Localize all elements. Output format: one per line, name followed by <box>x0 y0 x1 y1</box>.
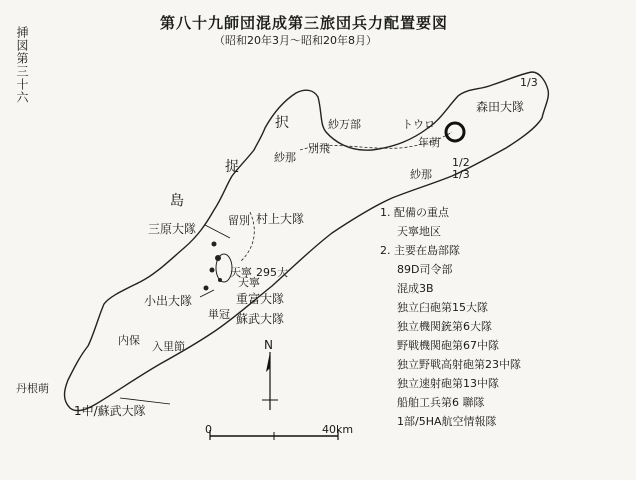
region-char-3: 島 <box>170 193 184 209</box>
region-char-2: 捉 <box>225 159 239 175</box>
place-kaitai: 丹根萌 <box>16 382 49 395</box>
hill-marks <box>204 242 223 291</box>
legend-item-1: 1. 配備の重点 <box>380 206 449 219</box>
legend-entry: 1部/5HA航空情報隊 <box>397 415 497 428</box>
legend-item-2: 2. 主要在島部隊 <box>380 244 460 257</box>
legend-entry: 船舶工兵第6 聯隊 <box>397 396 485 409</box>
place-betsu: 別飛 <box>308 142 330 155</box>
hq-marker <box>446 123 464 141</box>
region-char-1: 択 <box>275 115 289 131</box>
unit-murakami: 村上大隊 <box>256 212 305 226</box>
unit-fraction-1: 1/3 <box>520 76 538 89</box>
legend-item-1-sub: 天寧地区 <box>397 225 441 238</box>
north-label: N <box>264 338 273 352</box>
scale-bar <box>210 430 338 440</box>
unit-mihara: 三原大隊 <box>148 222 197 236</box>
unit-shigetomi: 重富大隊 <box>236 292 285 306</box>
place-tennei: 天寧 <box>230 266 252 279</box>
legend-entry: 89D司令部 <box>397 263 453 276</box>
legend-entry: 独立速射砲第13中隊 <box>397 377 499 390</box>
place-rubetsu: 留別 <box>228 214 250 227</box>
map-subtitle: （昭和20年3月〜昭和20年8月） <box>214 34 377 47</box>
place-hitokappu: 単冠 <box>208 308 230 321</box>
unit-morita: 森田大隊 <box>476 100 525 114</box>
place-naiho: 内保 <box>118 334 140 347</box>
scale-start-label: 0 <box>205 423 212 436</box>
legend-entry: 独立機関銃第6大隊 <box>397 320 492 333</box>
unit-fraction-2: 1/2 <box>452 156 470 169</box>
legend-entry: 混成3B <box>397 282 434 295</box>
unit-sotake-1chu: 1中/蘇武大隊 <box>74 404 146 418</box>
unit-sotake: 蘇武大隊 <box>236 312 285 326</box>
unit-koide: 小出大隊 <box>144 294 193 308</box>
place-tokuro: 年萌 <box>418 136 440 149</box>
legend-entry: 独立野戦高射砲第23中隊 <box>397 358 521 371</box>
place-shibetsu: 紗那 <box>274 151 296 164</box>
north-arrow <box>262 352 278 410</box>
legend <box>380 203 521 431</box>
scale-end-label: 40km <box>322 423 354 436</box>
place-aoyama: 天寧 <box>238 276 260 289</box>
place-tokotan: トウロ <box>402 118 435 131</box>
legend-entry: 野戦機関砲第67中隊 <box>397 339 499 352</box>
map-title: 第八十九師団混成第三旅団兵力配置要図 <box>160 14 449 32</box>
unit-hill295: 295大 <box>256 266 288 279</box>
unit-fraction-3: 1/3 <box>452 168 470 181</box>
legend-entry: 独立臼砲第15大隊 <box>397 301 488 314</box>
place-katsuo: 紗那 <box>410 168 432 181</box>
place-iriri: 入里節 <box>152 340 185 353</box>
figure-caption: 挿図第三十六 <box>15 26 29 104</box>
place-shamanbe: 紗万部 <box>328 118 361 131</box>
